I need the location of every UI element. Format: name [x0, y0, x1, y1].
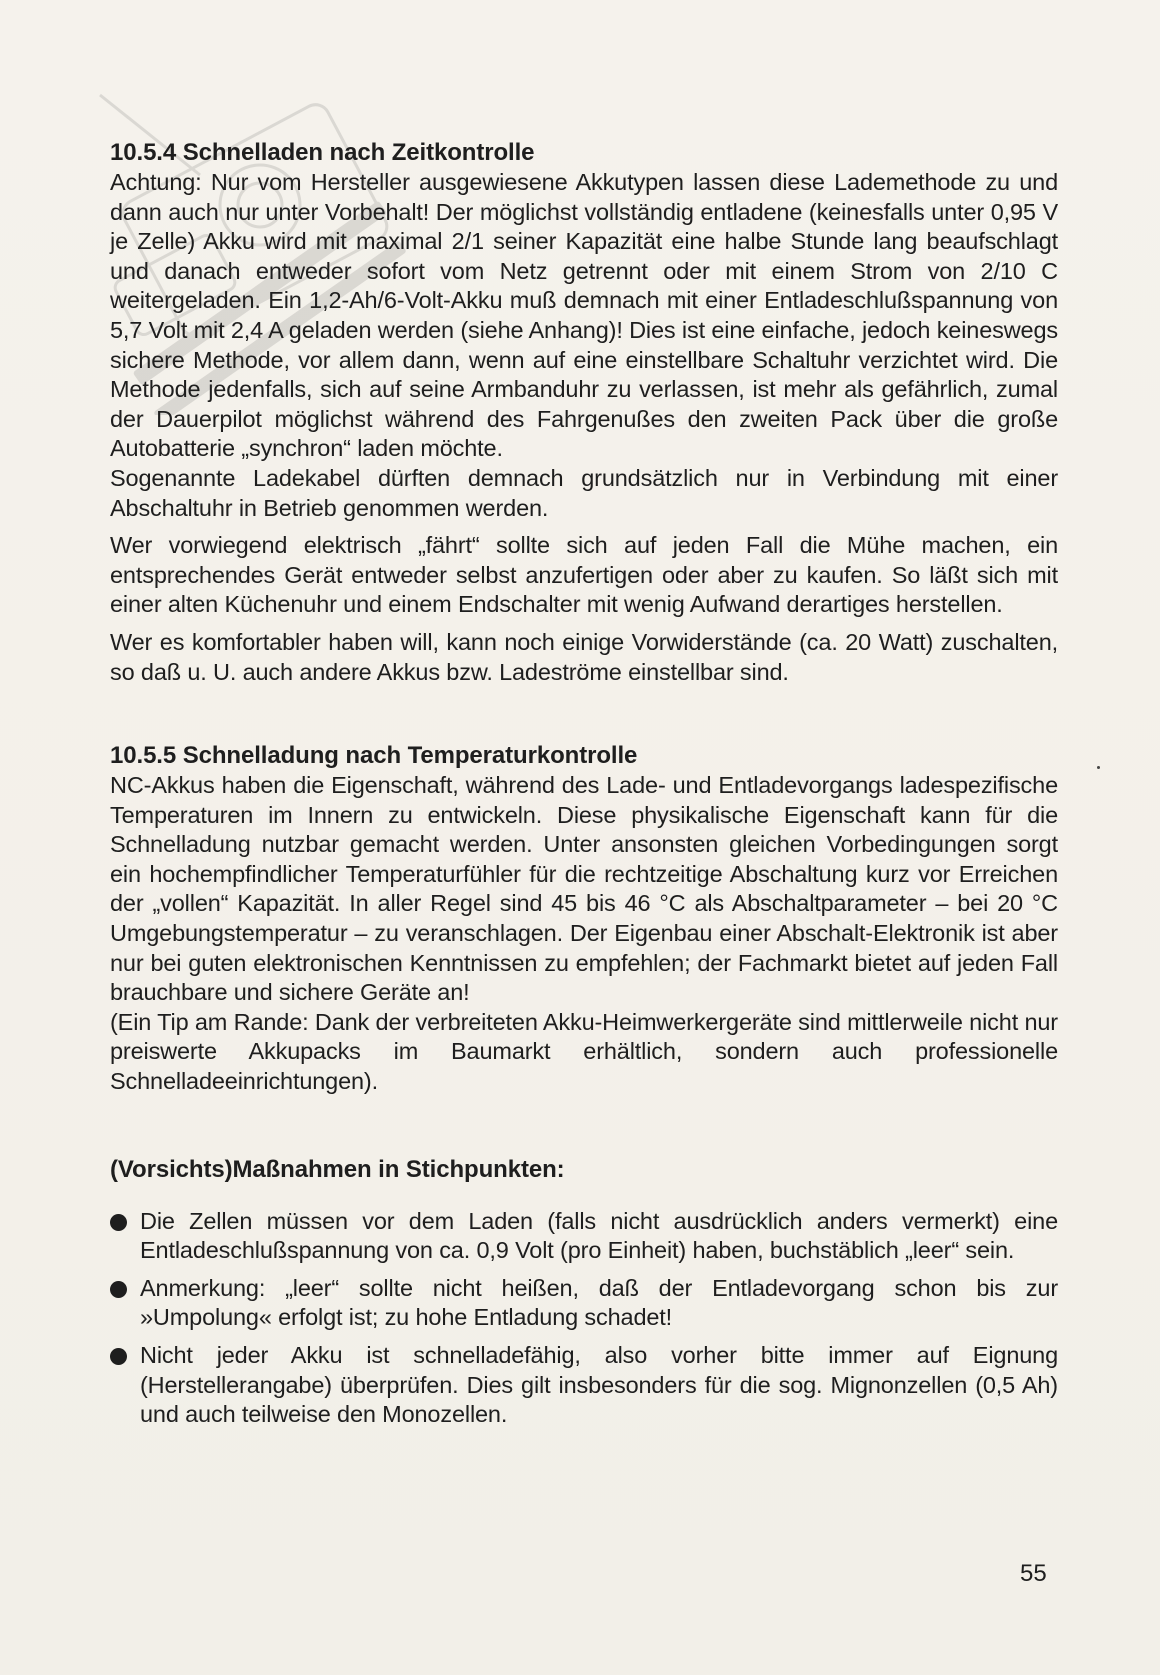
- list-item: [110, 1207, 1058, 1266]
- bullet-icon: [110, 1214, 127, 1231]
- bullet-icon: [110, 1348, 127, 1365]
- paragraph: (Ein Tip am Rande: Dank der verbreiteten Akku-Heimwerkergeräte sind mittlerweile nicht nur preiswerte Akkupacks im Baumarkt erhältlich, sondern auch professionelle Schnelladeeinrichtungen).: [110, 1008, 1058, 1095]
- bullet-list: [110, 1207, 1058, 1430]
- bullet-icon: [110, 1281, 127, 1298]
- paragraph: NC-Akkus haben die Eigenschaft, während des Lade- und Entladevorgangs ladespezifische Temperaturen im Innern zu entwickeln. Diese physikalische Eigenschaft kann für die Schnelladung nutzbar gemacht werden. Unter ansonsten gleichen Vorbedingungen sorgt ein hochempfindlicher Temperaturfühler für die rechtzeitige Abschaltung kurz vor Erreichen der „vollen“ Kapazität. In aller Regel sind 45 bis 46 °C als Abschaltparameter – bei 20 °C Umgebungstemperatur – zu veranschlagen. Der Eigenbau einer Abschalt-Elektronik ist aber nur bei guten elektronischen Kenntnissen zu empfehlen; der Fachmarkt bietet auf jeden Fall brauchbare und sichere Geräte an!: [110, 772, 1058, 1006]
- section-schnelladung-temperaturkontrolle: [110, 741, 1058, 1097]
- list-item-text: Nicht jeder Akku ist schnelladefähig, also vorher bitte immer auf Eignung (Herstellerangabe) überprüfen. Dies gilt insbesonders für die sog. Mignonzellen (0,5 Ah) und auch teilweise den Monozellen.: [140, 1342, 1058, 1428]
- page-number: 55: [1020, 1560, 1047, 1587]
- list-item: [110, 1341, 1058, 1430]
- section-heading: (Vorsichts)Maßnahmen in Stichpunkten:: [110, 1155, 565, 1183]
- list-item-text: Anmerkung: „leer“ sollte nicht heißen, daß der Entladevorgang schon bis zur »Umpolung« erfolgt ist; zu hohe Entladung schadet!: [140, 1274, 1058, 1331]
- paragraph: Sogenannte Ladekabel dürften demnach grundsätzlich nur in Verbindung mit einer Abschaltuhr in Betrieb genommen werden.: [110, 464, 1058, 521]
- list-item-text: Die Zellen müssen vor dem Laden (falls nicht ausdrücklich anders vermerkt) eine Entladeschlußspannung von ca. 0,9 Volt (pro Einheit) haben, buchstäblich „leer“ sein.: [140, 1207, 1058, 1264]
- paragraph: Wer es komfortabler haben will, kann noch einige Vorwiderstände (ca. 20 Watt) zuschalten, so daß u. U. auch andere Akkus bzw. Ladeströme einstellbar sind.: [110, 628, 1058, 685]
- list-item: [110, 1274, 1058, 1333]
- section-heading: 10.5.4 Schnelladen nach Zeitkontrolle: [110, 139, 535, 166]
- section-vorsichtsmassnahmen: [110, 1155, 1058, 1430]
- section-heading: 10.5.5 Schnelladung nach Temperaturkontrolle: [110, 742, 638, 770]
- paragraph: Wer vorwiegend elektrisch „fährt“ sollte sich auf jeden Fall die Mühe machen, ein entsprechendes Gerät entweder selbst anzufertigen oder aber zu kaufen. So läßt sich mit einer alten Küchenuhr und einem Endschalter mit wenig Aufwand derartiges herstellen.: [110, 532, 1058, 618]
- section-schnelladen-zeitkontrolle: [110, 138, 1058, 687]
- scan-speck: [1097, 766, 1100, 769]
- page-content: [110, 138, 1058, 1438]
- paragraph: Achtung: Nur vom Hersteller ausgewiesene Akkutypen lassen diese Lademethode zu und dann auch nur unter Vorbehalt! Der möglichst vollständig entladene (keinesfalls unter 0,95 V je Zelle) Akku wird mit maximal 2/1 seiner Kapazität eine halbe Stunde lang beaufschlagt und danach entweder sofort vom Netz getrennt oder mit einem Strom von 2/10 C weitergeladen. Ein 1,2-Ah/6-Volt-Akku muß demnach mit einer Entladeschlußspannung von 5,7 Volt mit 2,4 A geladen werden (siehe Anhang)! Dies ist eine einfache, jedoch keineswegs sichere Methode, vor allem dann, wenn auf eine einstellbare Schaltuhr verzichtet wird. Die Methode jedenfalls, sich auf seine Armbanduhr zu verlassen, ist mehr als gefährlich, zumal der Dauerpilot möglichst während des Fahrgenußes den zweiten Pack über die große Autobatterie „synchron“ laden möchte.: [110, 169, 1058, 462]
